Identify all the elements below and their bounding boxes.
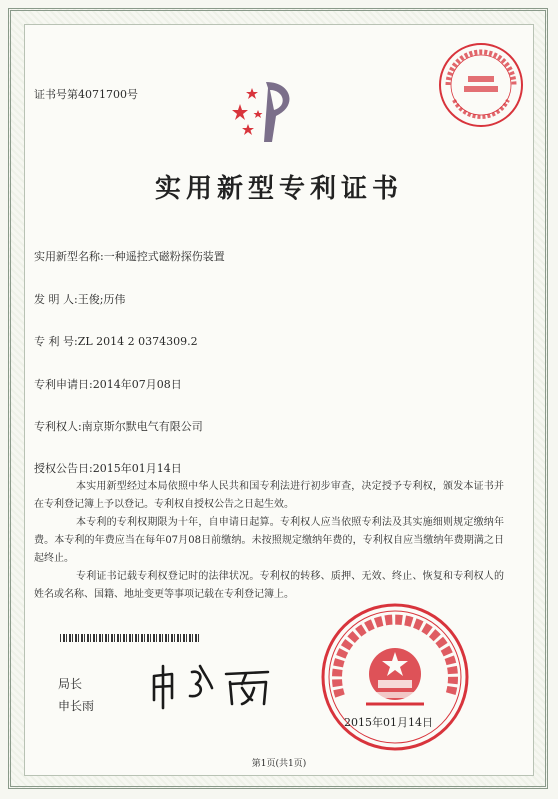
paragraph-grant: 本实用新型经过本局依照中华人民共和国专利法进行初步审查，决定授予专利权，颁发本证书并在专利登记簿上予以登记。专利权自授权公告之日起生效。 (34, 481, 504, 510)
paragraph-term: 本专利的专利权期限为十年，自申请日起算。专利权人应当依照专利法及其实施细则规定缴纳年费。本专利的年费应当在每年07月08日前缴纳。未按照规定缴纳年费的，专利权自应当缴纳年费期满之日起终止。 (34, 517, 504, 564)
field-label: 专 利 号: (34, 335, 78, 348)
field-filing-date (34, 376, 182, 392)
agency-stamp-icon (436, 40, 526, 130)
field-patent-number (34, 333, 198, 349)
field-inventor (34, 291, 125, 307)
field-value: 2015年01月14日 (92, 462, 182, 475)
field-value: ZL 2014 2 0374309.2 (77, 335, 198, 348)
field-value: 王俊;历伟 (77, 293, 126, 306)
director-name: 申长雨 (58, 699, 95, 713)
field-value: 南京斯尔默电气有限公司 (81, 420, 203, 433)
paragraph-legal-status: 专利证书记载专利权登记时的法律状况。专利权的转移、质押、无效、终止、恢复和专利权人的姓名或名称、国籍、地址变更等事项记载在专利登记簿上。 (34, 571, 504, 600)
field-label: 授权公告日: (34, 462, 93, 475)
certificate-number: 证书号第4071700号 (34, 88, 138, 101)
field-label: 发 明 人: (34, 293, 78, 306)
seal-date: 2015年01月14日 (344, 716, 433, 729)
field-utility-name (34, 248, 225, 264)
field-label: 实用新型名称: (34, 250, 104, 263)
field-patentee (34, 418, 203, 434)
field-value: 一种遥控式磁粉探伤装置 (103, 250, 225, 263)
barcode-icon (60, 634, 200, 642)
certificate-title: 实用新型专利证书 (154, 174, 403, 204)
field-value: 2014年07月08日 (92, 378, 182, 391)
field-grant-date (34, 460, 182, 476)
national-seal-icon (318, 600, 472, 754)
page-footer: 第1页(共1页) (251, 759, 307, 769)
patent-office-logo-icon (226, 76, 310, 148)
field-label: 专利权人: (34, 420, 82, 433)
field-label: 专利申请日: (34, 378, 93, 391)
signature-icon (142, 658, 282, 714)
director-title: 局长 (58, 677, 83, 691)
